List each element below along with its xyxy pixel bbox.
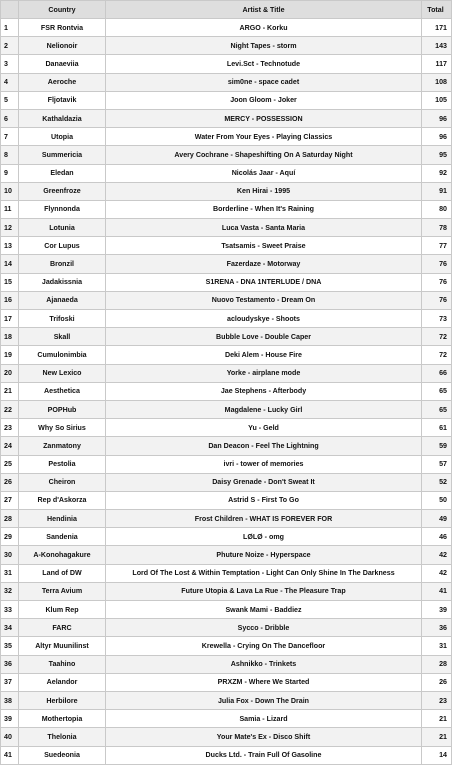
artist-title-cell: Avery Cochrane - Shapeshifting On A Saturday Night (106, 146, 422, 164)
artist-title-cell: Luca Vasta - Santa Maria (106, 219, 422, 237)
total-cell: 41 (422, 582, 452, 600)
rank-cell: 34 (1, 619, 19, 637)
table-row (1, 510, 452, 528)
country-cell: FARC (19, 619, 106, 637)
table-row (1, 219, 452, 237)
rank-cell: 1 (1, 19, 19, 37)
artist-title-cell: MERCY - POSSESSION (106, 109, 422, 127)
country-cell: Land of DW (19, 564, 106, 582)
country-cell: A-Konohagakure (19, 546, 106, 564)
country-cell: Sandenia (19, 528, 106, 546)
table-row (1, 146, 452, 164)
total-cell: 143 (422, 37, 452, 55)
country-cell: Taahino (19, 655, 106, 673)
artist-title-cell: Ducks Ltd. - Train Full Of Gasoline (106, 746, 422, 764)
artist-title-cell: Joon Gloom - Joker (106, 91, 422, 109)
rank-cell: 39 (1, 710, 19, 728)
table-row (1, 437, 452, 455)
table-row (1, 328, 452, 346)
rank-cell: 20 (1, 364, 19, 382)
table-row (1, 128, 452, 146)
country-cell: Aesthetica (19, 382, 106, 400)
rank-cell: 9 (1, 164, 19, 182)
country-cell: Why So Sirius (19, 419, 106, 437)
country-cell: Suedeonia (19, 746, 106, 764)
artist-title-cell: Lord Of The Lost & Within Temptation - Light Can Only Shine In The Darkness (106, 564, 422, 582)
table-row (1, 528, 452, 546)
table-row (1, 691, 452, 709)
rank-cell: 33 (1, 601, 19, 619)
country-cell: Rep d'Askorza (19, 491, 106, 509)
total-cell: 96 (422, 128, 452, 146)
total-cell: 105 (422, 91, 452, 109)
country-cell: Cumulonimbia (19, 346, 106, 364)
table-row (1, 237, 452, 255)
total-cell: 23 (422, 691, 452, 709)
country-column-header: Country (19, 1, 106, 19)
total-cell: 26 (422, 673, 452, 691)
table-body (1, 19, 452, 765)
artist-title-cell: Julia Fox - Down The Drain (106, 691, 422, 709)
rank-cell: 21 (1, 382, 19, 400)
artist-title-cell: Astrid S - First To Go (106, 491, 422, 509)
total-cell: 31 (422, 637, 452, 655)
total-cell: 72 (422, 328, 452, 346)
artist-title-cell: Nicolás Jaar - Aquí (106, 164, 422, 182)
total-cell: 91 (422, 182, 452, 200)
artist-title-cell: LØLØ - omg (106, 528, 422, 546)
country-cell: Lotunia (19, 219, 106, 237)
total-cell: 76 (422, 255, 452, 273)
table-row (1, 655, 452, 673)
artist-title-cell: acloudyskye - Shoots (106, 310, 422, 328)
artist-title-cell: Magdalene - Lucky Girl (106, 400, 422, 418)
artist-title-column-header: Artist & Title (106, 1, 422, 19)
artist-title-cell: Water From Your Eyes - Playing Classics (106, 128, 422, 146)
table-row (1, 564, 452, 582)
country-cell: Kathaldazia (19, 109, 106, 127)
total-cell: 78 (422, 219, 452, 237)
total-cell: 76 (422, 291, 452, 309)
artist-title-cell: Bubble Love - Double Caper (106, 328, 422, 346)
country-cell: Herbilore (19, 691, 106, 709)
rank-cell: 38 (1, 691, 19, 709)
rank-cell: 36 (1, 655, 19, 673)
total-cell: 76 (422, 273, 452, 291)
table-row (1, 619, 452, 637)
table-row (1, 55, 452, 73)
rank-cell: 30 (1, 546, 19, 564)
total-cell: 96 (422, 109, 452, 127)
artist-title-cell: Nuovo Testamento - Dream On (106, 291, 422, 309)
artist-title-cell: Deki Alem - House Fire (106, 346, 422, 364)
country-cell: Summericia (19, 146, 106, 164)
artist-title-cell: Your Mate's Ex - Disco Shift (106, 728, 422, 746)
country-cell: Mothertopia (19, 710, 106, 728)
rank-cell: 3 (1, 55, 19, 73)
table-row (1, 91, 452, 109)
artist-title-cell: Samia - Lizard (106, 710, 422, 728)
total-cell: 73 (422, 310, 452, 328)
artist-title-cell: Yorke - airplane mode (106, 364, 422, 382)
total-cell: 92 (422, 164, 452, 182)
rank-cell: 10 (1, 182, 19, 200)
artist-title-cell: Sycco - Dribble (106, 619, 422, 637)
rank-cell: 2 (1, 37, 19, 55)
total-cell: 65 (422, 382, 452, 400)
country-cell: Pestolia (19, 455, 106, 473)
country-cell: POPHub (19, 400, 106, 418)
rank-cell: 19 (1, 346, 19, 364)
table-row (1, 182, 452, 200)
total-cell: 46 (422, 528, 452, 546)
rank-cell: 14 (1, 255, 19, 273)
country-cell: Skall (19, 328, 106, 346)
country-cell: Terra Avium (19, 582, 106, 600)
total-cell: 117 (422, 55, 452, 73)
rank-cell: 7 (1, 128, 19, 146)
artist-title-cell: Krewella - Crying On The Dancefloor (106, 637, 422, 655)
total-cell: 50 (422, 491, 452, 509)
country-cell: Thelonia (19, 728, 106, 746)
country-cell: Hendinia (19, 510, 106, 528)
country-cell: Jadakissnia (19, 273, 106, 291)
artist-title-cell: S1RENA - DNA 1NTERLUDE / DNA (106, 273, 422, 291)
table-row (1, 637, 452, 655)
country-cell: Cheiron (19, 473, 106, 491)
rank-cell: 28 (1, 510, 19, 528)
table-row (1, 582, 452, 600)
country-cell: Flynnonda (19, 200, 106, 218)
table-row (1, 419, 452, 437)
country-cell: New Lexico (19, 364, 106, 382)
total-cell: 72 (422, 346, 452, 364)
table-row (1, 491, 452, 509)
artist-title-cell: Yu - Geld (106, 419, 422, 437)
total-cell: 171 (422, 19, 452, 37)
rank-cell: 40 (1, 728, 19, 746)
rank-cell: 13 (1, 237, 19, 255)
table-row (1, 37, 452, 55)
total-cell: 95 (422, 146, 452, 164)
table-row (1, 601, 452, 619)
total-cell: 14 (422, 746, 452, 764)
total-cell: 42 (422, 546, 452, 564)
rank-cell: 22 (1, 400, 19, 418)
table-row (1, 400, 452, 418)
rank-cell: 18 (1, 328, 19, 346)
rank-cell: 11 (1, 200, 19, 218)
rank-cell: 27 (1, 491, 19, 509)
country-cell: Utopia (19, 128, 106, 146)
artist-title-cell: Tsatsamis - Sweet Praise (106, 237, 422, 255)
table-header-row (1, 1, 452, 19)
rank-cell: 35 (1, 637, 19, 655)
artist-title-cell: Ken Hirai - 1995 (106, 182, 422, 200)
artist-title-cell: Jae Stephens - Afterbody (106, 382, 422, 400)
table-row (1, 255, 452, 273)
total-cell: 42 (422, 564, 452, 582)
rank-cell: 32 (1, 582, 19, 600)
total-cell: 61 (422, 419, 452, 437)
total-cell: 36 (422, 619, 452, 637)
table-row (1, 382, 452, 400)
country-cell: Ajanaeda (19, 291, 106, 309)
table-row (1, 673, 452, 691)
total-cell: 28 (422, 655, 452, 673)
country-cell: Klum Rep (19, 601, 106, 619)
artist-title-cell: PRXZM - Where We Started (106, 673, 422, 691)
artist-title-cell: Fazerdaze - Motorway (106, 255, 422, 273)
rank-cell: 17 (1, 310, 19, 328)
artist-title-cell: sim0ne - space cadet (106, 73, 422, 91)
total-cell: 77 (422, 237, 452, 255)
country-cell: Eledan (19, 164, 106, 182)
country-cell: Aeroche (19, 73, 106, 91)
country-cell: Zanmatony (19, 437, 106, 455)
table-row (1, 200, 452, 218)
artist-title-cell: Frost Children - WHAT IS FOREVER FOR (106, 510, 422, 528)
artist-title-cell: Borderline - When It's Raining (106, 200, 422, 218)
rank-cell: 26 (1, 473, 19, 491)
total-cell: 65 (422, 400, 452, 418)
rank-cell: 6 (1, 109, 19, 127)
rank-cell: 37 (1, 673, 19, 691)
artist-title-cell: ARGO - Korku (106, 19, 422, 37)
table-row (1, 164, 452, 182)
total-cell: 21 (422, 710, 452, 728)
artist-title-cell: Swank Mami - Baddiez (106, 601, 422, 619)
table-row (1, 710, 452, 728)
rank-cell: 24 (1, 437, 19, 455)
total-cell: 59 (422, 437, 452, 455)
table-row (1, 73, 452, 91)
table-row (1, 455, 452, 473)
rank-cell: 31 (1, 564, 19, 582)
rank-cell: 41 (1, 746, 19, 764)
table-row (1, 546, 452, 564)
artist-title-cell: Night Tapes - storm (106, 37, 422, 55)
rank-cell: 12 (1, 219, 19, 237)
table-row (1, 364, 452, 382)
country-cell: Altyr Muunilinst (19, 637, 106, 655)
total-cell: 21 (422, 728, 452, 746)
rank-cell: 8 (1, 146, 19, 164)
rank-column-header (1, 1, 19, 19)
table-row (1, 19, 452, 37)
table-row (1, 473, 452, 491)
artist-title-cell: Levi.Sct - Technotude (106, 55, 422, 73)
table-row (1, 273, 452, 291)
country-cell: Fljotavik (19, 91, 106, 109)
country-cell: Nelionoir (19, 37, 106, 55)
rank-cell: 5 (1, 91, 19, 109)
total-cell: 57 (422, 455, 452, 473)
country-cell: Cor Lupus (19, 237, 106, 255)
artist-title-cell: Phuture Noize - Hyperspace (106, 546, 422, 564)
artist-title-cell: Future Utopia & Lava La Rue - The Pleasure Trap (106, 582, 422, 600)
total-cell: 80 (422, 200, 452, 218)
rank-cell: 25 (1, 455, 19, 473)
total-cell: 49 (422, 510, 452, 528)
country-cell: Danaeviia (19, 55, 106, 73)
table-row (1, 109, 452, 127)
total-cell: 108 (422, 73, 452, 91)
table-row (1, 291, 452, 309)
country-cell: Greenfroze (19, 182, 106, 200)
table-row (1, 310, 452, 328)
rank-cell: 23 (1, 419, 19, 437)
artist-title-cell: Dan Deacon - Feel The Lightning (106, 437, 422, 455)
rank-cell: 15 (1, 273, 19, 291)
table-row (1, 728, 452, 746)
rank-cell: 4 (1, 73, 19, 91)
artist-title-cell: Ashnikko - Trinkets (106, 655, 422, 673)
table-row (1, 746, 452, 764)
total-column-header: Total (422, 1, 452, 19)
country-cell: FSR Rontvia (19, 19, 106, 37)
rank-cell: 16 (1, 291, 19, 309)
artist-title-cell: Daisy Grenade - Don't Sweat It (106, 473, 422, 491)
country-cell: Bronzil (19, 255, 106, 273)
table-row (1, 346, 452, 364)
rank-cell: 29 (1, 528, 19, 546)
artist-title-cell: ivri - tower of memories (106, 455, 422, 473)
total-cell: 66 (422, 364, 452, 382)
country-cell: Aelandor (19, 673, 106, 691)
total-cell: 39 (422, 601, 452, 619)
total-cell: 52 (422, 473, 452, 491)
country-cell: Trifoski (19, 310, 106, 328)
